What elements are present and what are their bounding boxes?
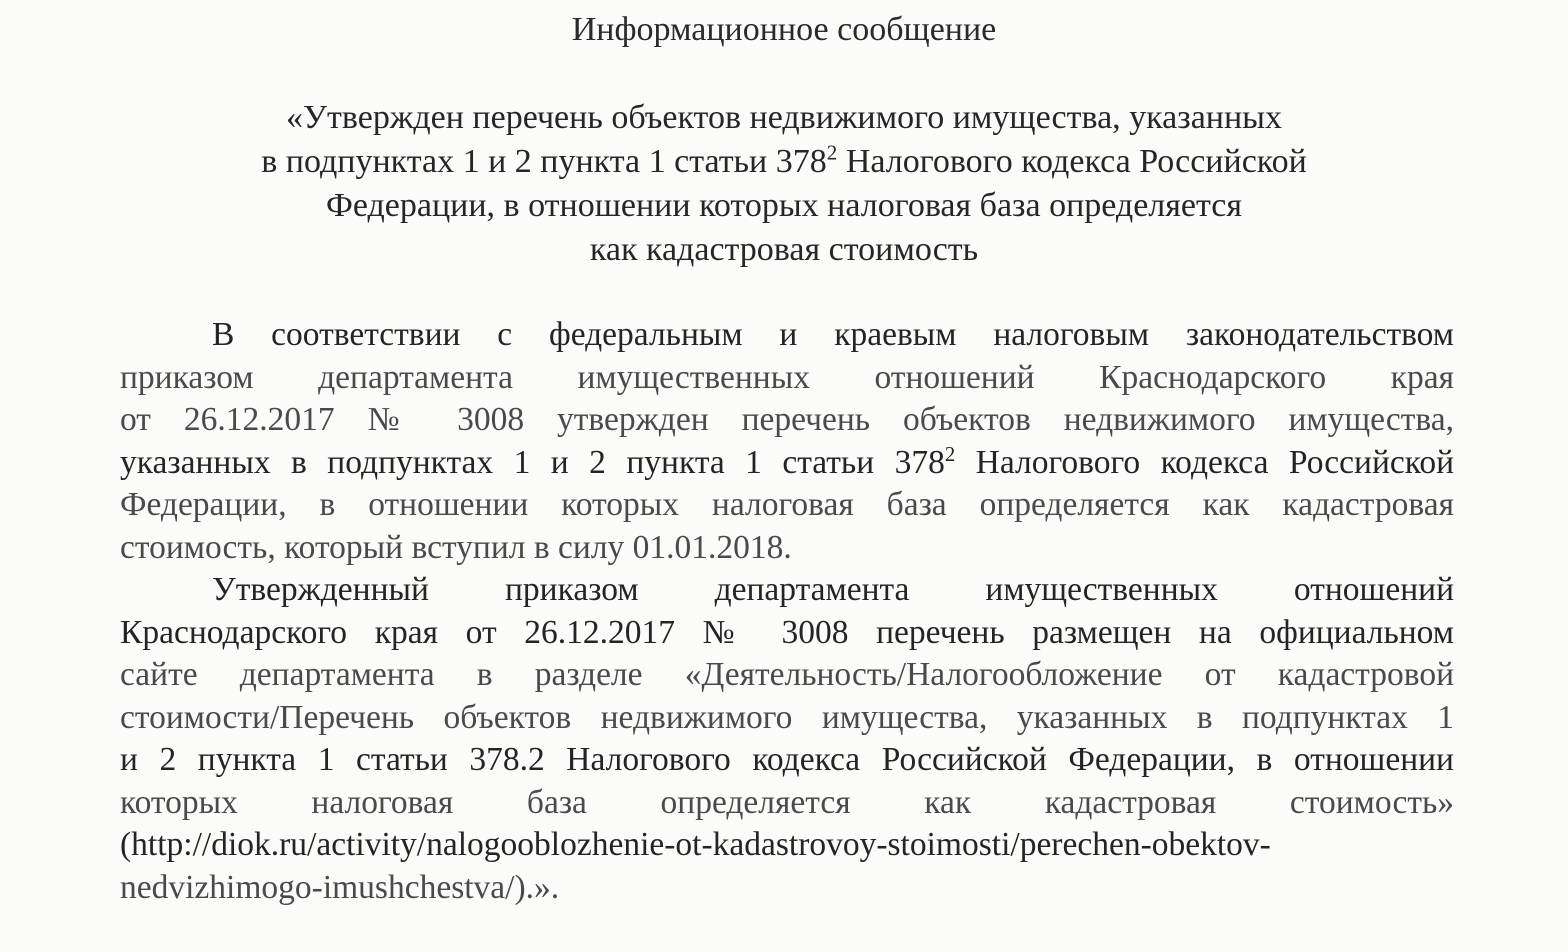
announcement-title — [150, 96, 1418, 272]
paragraph-2-line-2: Краснодарского края от 26.12.2017 № 3008 перечень размещен на официальном — [120, 613, 1454, 651]
paragraph-1-line-5: Федерации, в отношении которых налоговая база определяется как кадастровая — [120, 486, 1454, 523]
paragraph-1 — [120, 314, 1454, 569]
paragraph-1-line-1: В соответствии с федеральным и краевым налоговым законодательством — [212, 316, 1454, 353]
paragraph-2-line-5: и 2 пункта 1 статьи 378.2 Налогового кодекса Российской Федерации, в отношении — [120, 741, 1454, 778]
title-line-1: «Утвержден перечень объектов недвижимого имущества, указанных — [285, 99, 1283, 136]
title-line-2-tail: Налогового кодекса Российской — [837, 143, 1307, 180]
paragraph-1-line-4 — [120, 442, 1454, 485]
title-line-2 — [150, 140, 1418, 184]
title-superscript: 2 — [826, 140, 838, 165]
title-line-4: как кадастровая стоимость — [589, 231, 979, 268]
paragraph-2-line-8: nedvizhimogo-imushchestva/).». — [120, 868, 560, 906]
paragraph-2-line-1: Утвержденный приказом департамента имущественных отношений — [212, 571, 1454, 608]
title-line-3: Федерации, в отношении которых налоговая база определяется — [325, 187, 1242, 224]
paragraph-2-line-7: (http://diok.ru/activity/nalogooblozhenie-ot-kadastrovoy-stoimosti/perechen-obektov- — [120, 826, 1271, 863]
paragraph-2-line-3: сайте департамента в разделе «Деятельность/Налогообложение от кадастровой — [120, 656, 1454, 693]
paragraph-2-line-6: которых налоговая база определяется как кадастровая стоимость» — [120, 783, 1454, 821]
paragraph-1-line-3: от 26.12.2017 № 3008 утвержден перечень объектов недвижимого имущества, — [120, 401, 1454, 438]
document-body — [120, 314, 1454, 909]
paragraph-2 — [120, 569, 1454, 909]
title-line-2-text: в подпунктах 1 и 2 пункта 1 статьи 378 — [261, 143, 827, 180]
paragraph-1-line-4-tail: Налогового кодекса Российской — [955, 443, 1454, 481]
paragraph-1-line-6: стоимость, который вступил в силу 01.01.2018. — [120, 528, 792, 566]
document-heading: Информационное сообщение — [571, 11, 997, 48]
paragraph-1-line-2: приказом департамента имущественных отношений Краснодарского края — [120, 358, 1454, 396]
paragraph-2-line-4: стоимости/Перечень объектов недвижимого имущества, указанных в подпунктах 1 — [120, 698, 1454, 736]
paragraph-1-superscript: 2 — [944, 442, 956, 466]
paragraph-1-line-4-text: указанных в подпунктах 1 и 2 пункта 1 статьи 378 — [120, 443, 945, 481]
